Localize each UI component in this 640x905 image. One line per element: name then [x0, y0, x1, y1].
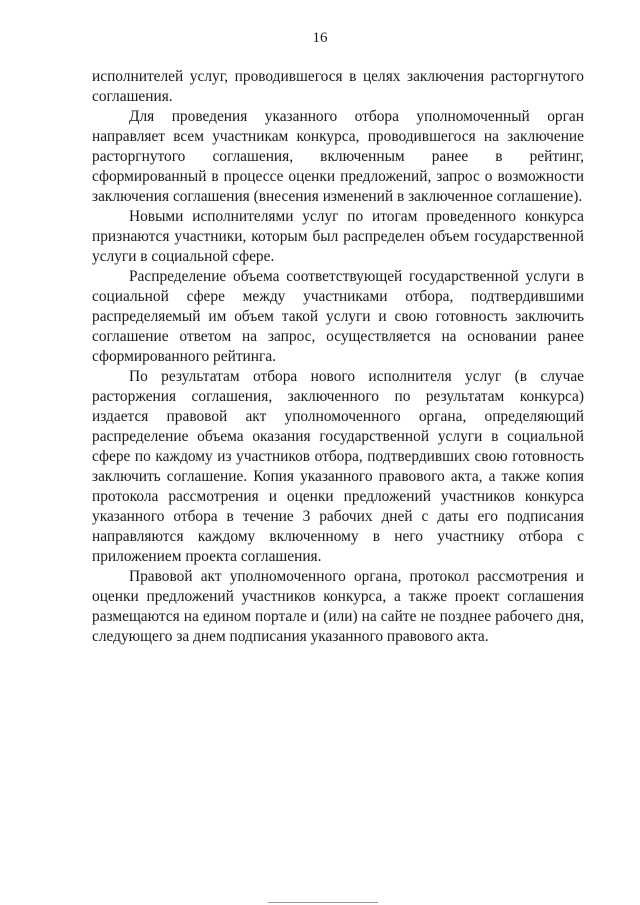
document-body — [92, 67, 584, 647]
page-number: 16 — [312, 30, 328, 46]
paragraph-volume-distribution: Распределение объема соответствующей государственной услуги в социальной сфере между участниками отбора, подтвердившими распределяемый им объем такой услуги и свою готовность заключить соглашение ответом на запрос, осуществляется на основании ранее сформированного рейтинга. — [92, 268, 584, 365]
paragraph-new-executors: Новыми исполнителями услуг по итогам проведенного конкурса признаются участники, которым был распределен объем государственной услуги в социальной сфере. — [92, 208, 584, 265]
paragraph-legal-act: По результатам отбора нового исполнителя услуг (в случае расторжения соглашения, заключенного по результатам конкурса) издается правовой акт уполномоченного органа, определяющий распределение объема оказания государственной услуги в социальной сфере по каждому из участников отбора, подтвердивших свою готовность заключить соглашение. Копия указанного правового акта, а также копия протокола рассмотрения и оценки предложений участников конкурса указанного отбора в течение 3 рабочих дней с даты его подписания направляются каждому включенному в него участнику отбора с приложением проекта соглашения. — [92, 368, 584, 565]
footer-divider — [268, 902, 378, 903]
paragraph-publication: Правовой акт уполномоченного органа, протокол рассмотрения и оценки предложений участников конкурса, а также проект соглашения размещаются на едином портале и (или) на сайте не позднее рабочего дня, следующего за днем подписания указанного правового акта. — [92, 568, 584, 645]
paragraph-selection-request: Для проведения указанного отбора уполномоченный орган направляет всем участникам конкурса, проводившегося на заключение расторгнутого соглашения, включенным ранее в рейтинг, сформированный в процессе оценки предложений, запрос о возможности заключения соглашения (внесения изменений в заключенное соглашение). — [92, 108, 584, 205]
paragraph-continuation: исполнителей услуг, проводившегося в целях заключения расторгнутого соглашения. — [92, 68, 584, 105]
